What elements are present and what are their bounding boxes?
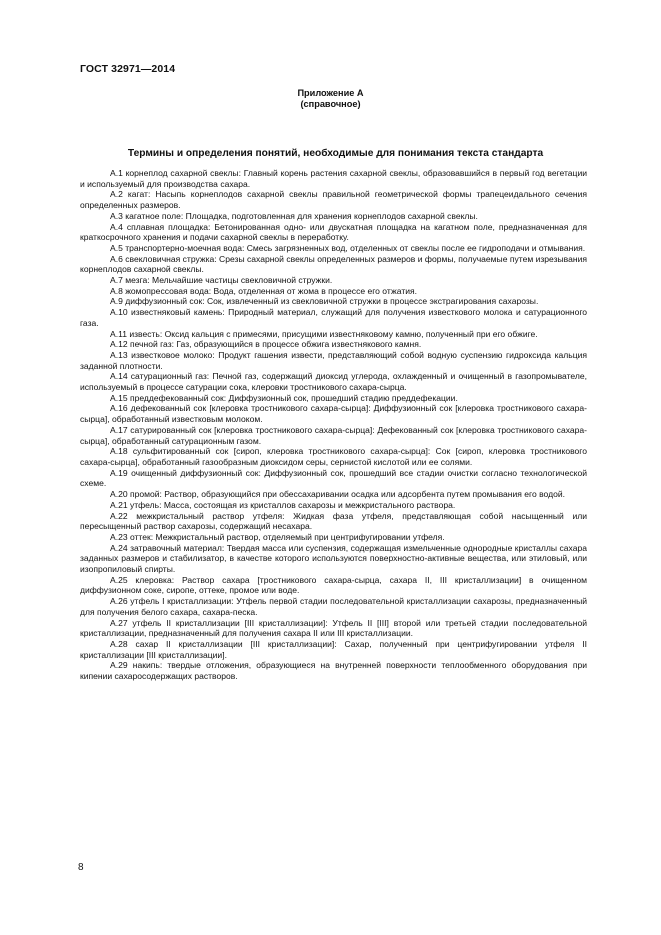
page-number: 8 bbox=[78, 862, 84, 873]
term-a6: А.6 свекловичная стружка: Срезы сахарной свеклы определенных размеров и формы, получаемые путем изрезывания корнеплодов сахарной свеклы. bbox=[80, 253, 587, 275]
term-a23: А.23 оттек: Межкристальный раствор, отделяемый при центрифугировании утфеля. bbox=[110, 531, 445, 542]
term-a2: А.2 кагат: Насыпь корнеплодов сахарной свеклы правильной геометрической формы трапецеидального сечения определенных размеров. bbox=[80, 189, 587, 211]
term-a10: А.10 известняковый камень: Природный материал, служащий для получения известкового молока и сатурационного газа. bbox=[80, 307, 587, 328]
term-a5: А.5 транспортерно-моечная вода: Смесь загрязненных вод, отделенных от свеклы после ее гидроподачи и отмывания. bbox=[110, 242, 586, 253]
term-a16: А.16 дефекованный сок [клеровка тростникового сахара-сырца]: Диффузионный сок [клеровка тростникового сахара-сырца], обработанный известковым молоком. bbox=[80, 403, 587, 425]
annex-title: Приложение А bbox=[297, 88, 364, 98]
term-a3: А.3 кагатное поле: Площадка, подготовленная для хранения корнеплодов сахарной свеклы. bbox=[110, 210, 478, 221]
term-a27: А.27 утфель II кристаллизации [III кристаллизации]: Утфель II [III] второй или третьей стадии последовательной кристаллизации, предназначенный для получения сахара II или III кристаллизации. bbox=[80, 617, 587, 639]
term-a24: А.24 затравочный материал: Твердая масса или суспензия, содержащая измельченные однородные кристаллы сахара заданных размеров и стабилизатор, в качестве которого используются поверхностно-активные вещества, или этиловый, или изопропиловый спирты. bbox=[80, 542, 587, 575]
annex-subtitle: (справочное) bbox=[300, 99, 361, 109]
term-a21: А.21 утфель: Масса, состоящая из кристаллов сахарозы и межкристального раствора. bbox=[110, 499, 456, 510]
term-a19: А.19 очищенный диффузионный сок: Диффузионный сок, прошедший все стадии очистки согласно технологической схеме. bbox=[80, 467, 587, 489]
term-a4: А.4 сплавная площадка: Бетонированная одно- или двускатная площадка на кагатном поле, предназначенная для краткосрочного хранения и подачи сахарной свеклы в переработку. bbox=[80, 221, 587, 243]
term-a29: А.29 накипь: твердые отложения, образующиеся на внутренней поверхности теплообменного оборудования при кипении сахаросодержащих растворов. bbox=[80, 660, 587, 682]
term-a22: А.22 межкристальный раствор утфеля: Жидкая фаза утфеля, представляющая собой насыщенный или пересыщенный раствор сахарозы, содержащий несахара. bbox=[80, 510, 587, 532]
term-a9: А.9 диффузионный сок: Сок, извлеченный из свекловичной стружки в процессе экстрагирования сахарозы. bbox=[110, 296, 539, 307]
term-a13: А.13 известковое молоко: Продукт гашения извести, представляющий собой водную суспензию гидроксида кальция заданной плотности. bbox=[80, 349, 587, 371]
terms-list bbox=[80, 168, 587, 682]
term-a15: А.15 преддефекованный сок: Диффузионный сок, прошедший стадию преддефекации. bbox=[110, 392, 458, 403]
term-a7: А.7 мезга: Мельчайшие частицы свекловичной стружки. bbox=[110, 275, 333, 286]
term-a17: А.17 сатурированный сок [клеровка тростникового сахара-сырца]: Дефекованный сок [клеровка тростникового сахара-сырца], обработанный сатурационным газом. bbox=[80, 424, 587, 446]
term-a26: А.26 утфель I кристаллизации: Утфель первой стадии последовательной кристаллизации сахарозы, предназначенный для получения белого сахара, сахара-песка. bbox=[80, 596, 587, 617]
term-a1: А.1 корнеплод сахарной свеклы: Главный корень растения сахарной свеклы, образовавшийся в первый год вегетации и используемый для производства сахара. bbox=[80, 168, 587, 189]
term-a20: А.20 промой: Раствор, образующийся при обессахаривании осадка или адсорбента путем промывания его водой. bbox=[110, 489, 566, 500]
term-a25: А.25 клеровка: Раствор сахара [тростникового сахара-сырца, сахара II, III кристаллизации] в очищенном диффузионном соке, сиропе, оттеке, промое или воде. bbox=[80, 574, 587, 596]
standard-code-header: ГОСТ 32971—2014 bbox=[80, 63, 176, 75]
section-title: Термины и определения понятий, необходимые для понимания текста стандарта bbox=[127, 148, 544, 159]
term-a12: А.12 печной газ: Газ, образующийся в процессе обжига известнякового камня. bbox=[110, 339, 422, 350]
term-a8: А.8 жомопрессовая вода: Вода, отделенная от жома в процессе его отжатия. bbox=[110, 285, 418, 296]
term-a18: А.18 сульфитированный сок [сироп, клеровка тростникового сахара-сырца]: Сок [сироп, клеровка тростникового сахара-сырца], обработанный газообразным диоксидом серы, сернистой кислотой или ее солями. bbox=[80, 446, 587, 467]
term-a28: А.28 сахар II кристаллизации [III кристаллизации]: Сахар, полученный при центрифугировании утфеля II кристаллизации [III кристаллизации]. bbox=[80, 638, 587, 660]
term-a11: А.11 известь: Оксид кальция с примесями, присущими известняковому камню, полученный при его обжиге. bbox=[110, 328, 538, 339]
term-a14: А.14 сатурационный газ: Печной газ, содержащий диоксид углерода, охлажденный и очищенный в газопромывателе, используемый в процессе сатурации сока, клеровки тростникового сахара-сырца. bbox=[80, 371, 587, 393]
